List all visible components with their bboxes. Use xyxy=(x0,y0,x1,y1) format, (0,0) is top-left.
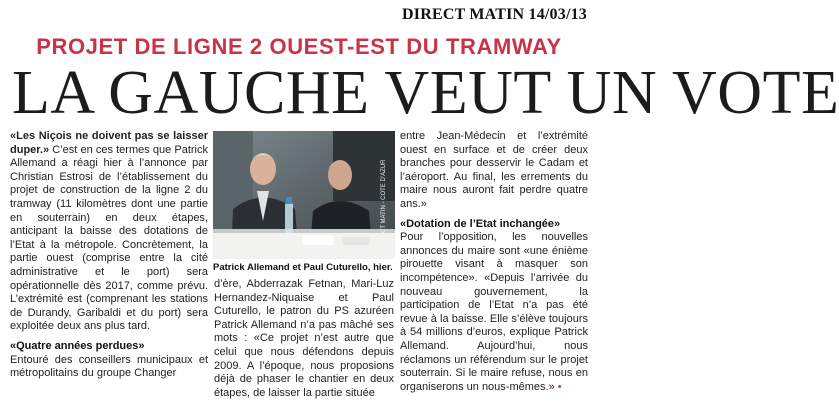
newspaper-source-date: DIRECT MATIN 14/03/13 xyxy=(402,6,587,23)
paragraph-entoure: Entouré des conseillers municipaux et métropolitains du groupe Changer xyxy=(10,353,208,380)
article-column-left xyxy=(10,130,208,381)
paragraph-right-2 xyxy=(400,231,588,394)
paragraph-right-1: entre Jean-Médecin et l’extrémité ouest en surface et de créer deux branches pour desservir le Cadam et l’aéroport. Au final, les errements du maire nous auront fait perdre quatre ans.» xyxy=(400,130,588,210)
paragraph-middle: d’ère, Abderrazak Fetnan, Mari-Luz Hernandez-Niquaise et Paul Cuturello, le patron du PS azuréen Patrick Allemand n’a pas mâché ses mots : «Ce projet n’est autre que celui que nous défendons depuis 2009. A l’époque, nous proposions déjà de phaser le chantier en deux étapes, de laisser la partie située xyxy=(214,278,394,399)
right-text: Pour l’opposition, les nouvelles annonces du maire sont «une énième pirouette visant à masquer son incompétence». «Depuis l’arrivée du nouveau gouvernement, la participation de l’Etat n’a pas été revue à la baisse. Elle s’élève toujours à 54 millions d’euros, explique Patrick Allemand. Aujourd’hui, nous réclamons un référendum sur le projet souterrain. Si le maire refuse, nous en organiserons un nous-mêmes.» xyxy=(400,231,588,393)
intro-text: C’est en ces termes que Patrick Allemand a réagi hier à l’annonce par Christian Estrosi de l’établissement du projet de construction de la ligne 2 du tramway (11 kilomètres dont une partie en souterrain) en deux étapes, anticipant la baisse des dotations de l’Etat à la métropole. Concrètement, la partie ouest (comprise entre la cité administrative et le port) sera opérationnelle dès 2017, comme prévu. L’extrémité est (comprenant les stations de Durandy, Garibaldi et du port) sera exploitée deux ans plus tard. xyxy=(10,143,208,333)
photo-credit: © DIRECT MATIN - CÔTE D’AZUR xyxy=(381,159,387,255)
article-kicker: PROJET DE LIGNE 2 OUEST-EST DU TRAMWAY xyxy=(36,34,562,59)
subhead-dotation: «Dotation de l’Etat inchangée» xyxy=(400,217,561,230)
article-column-right xyxy=(400,130,588,394)
end-of-article-mark: • xyxy=(557,380,562,393)
lead-quote: «Les Niçois ne doivent pas se laisser duper.» xyxy=(10,130,208,156)
subhead-quatre-annees: «Quatre années perdues» xyxy=(10,339,145,352)
paragraph-intro xyxy=(10,130,208,334)
article-column-middle xyxy=(214,278,394,400)
article-photo xyxy=(213,131,395,259)
photo-illustration xyxy=(213,131,395,259)
article-headline: LA GAUCHE VEUT UN VOTE xyxy=(12,59,839,127)
photo-caption: Patrick Allemand et Paul Cuturello, hier. xyxy=(213,262,393,273)
